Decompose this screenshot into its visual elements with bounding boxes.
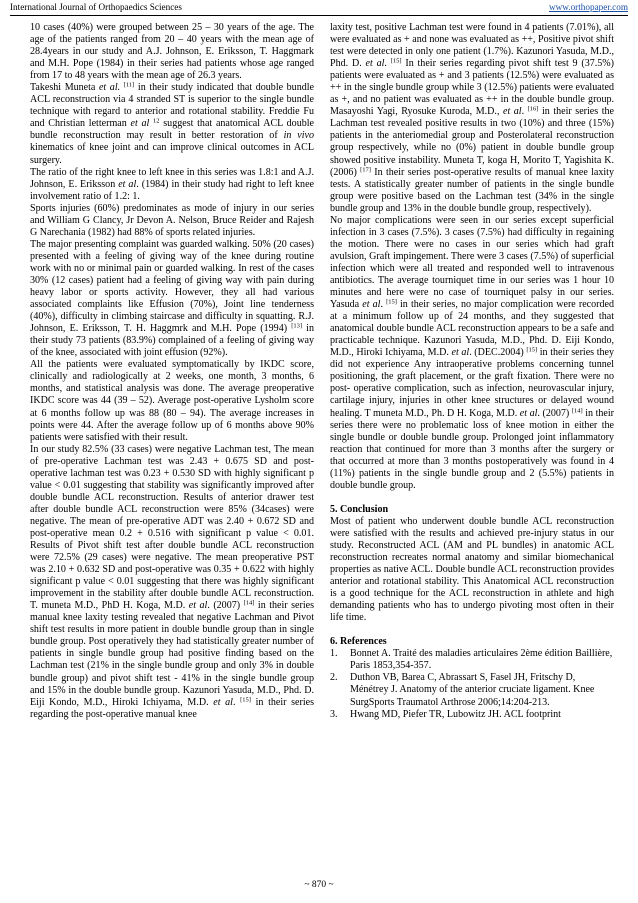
body-paragraph (30, 203, 314, 239)
section-heading: 6. References (330, 636, 387, 648)
text-run: . (DEC.2004) (469, 347, 527, 359)
text-run: The ratio of the right knee to left knee in this series was 1.8:1 and A.J. Johnson, E. Eriksson (30, 166, 314, 190)
text-run: in their study indicated that double bundle ACL reconstruction via 4 stranded ST is superior to the single bundle technique with regard to anterior and rotational stability. Freddie Fu and Christian letterman (30, 82, 315, 130)
text-run: . (380, 299, 387, 311)
reference-item (330, 648, 614, 672)
body-paragraph (30, 444, 314, 721)
text-run: in their series they did not experience Any intraoperative problems concerning tunnel positioning, the graft placement, or the graft fixation. There were no post- operative complication, such as infection, neurovascular injury, cartilage injury, injuries in other knee structures or delayed wound healing. T muneta M.D., Ph. D H. Koga, M.D. (330, 347, 614, 419)
body-paragraph (30, 22, 314, 82)
text-run: . (1984) in their study had right to left knee involvement ratio of 1.2: 1. (30, 178, 314, 202)
citation-ref[interactable]: 12 (153, 117, 160, 125)
citation-ref[interactable]: [17] (360, 166, 371, 174)
italic-text: in vivo (283, 130, 314, 142)
text-run: All the patients were evaluated symptomatically by IKDC score, clinically and radiologically at 2 weeks, one month, 3 months, 6 months, and statistical analysis was done. The average preoperative IKDC score was 44 (39 – 52). Average post-operative Lysholm score at 6 months follow up was 88 (80 – 94). The average increases in points were 44. After the average follow up of 6 months above 90% patients were satisfied with their result. (30, 359, 314, 443)
header-rule (10, 15, 628, 16)
citation-ref[interactable]: [13] (291, 322, 303, 330)
body-paragraph (30, 167, 314, 203)
reference-number: 1. (330, 648, 338, 660)
citation-ref[interactable]: [14] (571, 407, 583, 414)
reference-text: Bonnet A. Traité des maladies articulaires 2ème édition Baillière, Paris 1853,354-357. (350, 648, 613, 672)
italic-text: et al (118, 178, 137, 190)
reference-number: 2. (330, 672, 338, 684)
italic-text: et al (188, 600, 208, 612)
text-run: kinematics of knee joint and can improve clinical outcomes in ACL surgery. (30, 142, 314, 166)
text-run: Sports injuries (60%) predominates as mode of injury in our series and William G Clancy, Jr Devon A. Nelson, Bruce Reider and Rajesh G Narechania (1982) had 88% of sports related injuries. (30, 202, 314, 238)
reference-text: Hwang MD, Piefer TR, Lubowitz JH. ACL footprint (350, 708, 561, 720)
text-run: . (232, 696, 241, 708)
italic-text: et al (519, 407, 538, 419)
text-run: Most of patient who underwent double bundle ACL reconstruction were satisfied with the results and achieved pre-injury status in our study. Reconstructed ACL (AM and PL bundles) in anatomic ACL reconstruction recreates normal anatomy and similar biomechanical properties as native ACL. Double bundle ACL reconstruction provides anterior and rotational stability. This Anatomical ACL reconstruction is a good technique for the ACL reconstruction in athlete and high demanding patients who has to undergo pivoting most often in their life time. (330, 515, 614, 624)
reference-item (330, 709, 614, 721)
section-heading: 5. Conclusion (330, 503, 389, 515)
text-run: laxity test, positive Lachman test were found in 4 patients (7.01%), all were evaluated as + and none was evaluated as ++, Positive pivot shift test were detected in only one patient (1.7%). Kazunori Yasuda, M.D., Phd. D. (330, 22, 614, 70)
body-paragraph (30, 82, 314, 166)
right-column (330, 22, 614, 721)
italic-text: et al (362, 299, 381, 311)
text-run: In their series regarding pivot shift test 9 (37.5%) patients were evaluated as + and 3 patients (12.5%) were evaluated as ++ in the single bundle group while 3 (12.5%) patients were evaluated as +, and no patient was evaluated as ++ in the double bundle group. Masayoshi Yagi, Ryosuke Kuroda, M.D., (330, 58, 615, 118)
body-paragraph (330, 516, 614, 624)
text-run: . (2007) (537, 407, 572, 419)
text-run: in their series regarding the post-operative manual knee (30, 696, 315, 720)
text-run: The major presenting complaint was guarded walking. 50% (20 cases) presented with a feeling of giving way of the knee during routine work with no or minimal pain or guarded walking. In rest of the cases 30% (12 cases) patient had a feeling of giving way with pain during heavy labor or sports activity. However, they all had various associated complaints like Effusion (70%), Joint line tenderness (40%), difficulty in climbing staircase and difficulty in squatting. R.J. Johnson, E. Eriksson, T. H. Haggmrk and M.H. Pope (1994) (30, 238, 314, 335)
text-run: in their series the Lachman test revealed positive results in two (10%) and three (15%) patients in the anteriomedial group and Posterolateral reconstruction group respectively, while no (0%) patient in double bundle group showed positive instability. Muneta T, koga H, Morito T, Yagishita K. (2006) (330, 106, 614, 178)
italic-text: et al (365, 58, 385, 70)
citation-ref[interactable]: [15] (390, 57, 402, 65)
italic-text: et al (502, 106, 522, 118)
text-run: in their series there were no problematic loss of knee motion in either the single bundle or double bundle group. Prolonged joint inflammatory reaction that continued for more than 3 months after the surgery or that occurred at more than 3 months postoperatively was found in 4 (11%) patients in the single bundle group and 2 (5.5%) patients in double bundle group. (330, 407, 615, 491)
text-run: Takeshi Muneta (30, 82, 99, 94)
journal-title: International Journal of Orthopaedics Sciences (10, 2, 182, 12)
reference-number: 3. (330, 708, 338, 720)
body-paragraph (30, 359, 314, 443)
italic-text: et al (213, 696, 233, 708)
text-run: in their series manual knee laxity testing revealed that negative Lachman and Pivot shift test results in more patient in double bundle group than in single bundle group. Post operatively they had statistically greater number of patients in single bundle group had positive finding based on the Lachman test (21% in the single bundle group and only 3% in double bundle group) and pivot shift test - 41% in the single bundle group and 15% in the double bundle group. Kazunori Yasuda, M.D., Phd. D. Eiji Kondo, M.D., Hiroki Ichiyama, M.D. (30, 600, 315, 708)
text-run: No major complications were seen in our series except superficial infection in 3 cases (7.5%). 3 cases (7.5%) had difficulty in regaining the motion. There were no cases in our series which had graft avulsion, Graft impingement. There were 3 cases (7.5%) of superficial infection which were all treated and responded well to intravenous antibiotics. The average tourniquet time in our series was 1 hour 10 minutes and here were no case of tourniquet palsy in our series. Yasuda (330, 214, 614, 311)
reference-list (330, 648, 614, 720)
citation-ref[interactable]: [16] (527, 105, 539, 113)
body-paragraph (30, 239, 314, 359)
left-column (30, 22, 314, 721)
journal-url-link[interactable]: www.orthopaper.com (548, 2, 628, 12)
text-run: . (521, 106, 528, 118)
text-run: In their series post-operative results of manual knee laxity tests. A statistically greater number of patients in the single bundle group were positive based on the Lachman test (34% in the single bundle group and 13% in the double bundle group, respectively). (330, 166, 615, 214)
italic-text: et al. (98, 82, 121, 94)
italic-text: et al (451, 347, 470, 359)
text-run: . (2007) (207, 600, 244, 612)
citation-ref[interactable]: [11] (123, 81, 135, 89)
citation-ref[interactable]: [15] (240, 696, 251, 704)
body-paragraph (330, 22, 614, 215)
text-run: . (384, 58, 391, 70)
text-run: in their study 73 patients (83.9%) complained of a feeling of giving way of the knee, associated with joint effusion (92%). (30, 323, 315, 359)
citation-ref[interactable]: [14] (243, 599, 255, 607)
text-run: 10 cases (40%) were grouped between 25 – 30 years of the age. The age of the patients ranged from 20 – 40 years with the mean age of 28.4years in our study and A.J. Johnson, E. Eriksson, T. Haggmark and M.H. Pope (1984) in their series had patients whose age ranged from 17 to 48 years with the mean age of 26.3 years. (30, 22, 314, 82)
italic-text: et al (130, 118, 150, 130)
page-header (10, 2, 628, 16)
body-paragraph (330, 215, 614, 492)
text-run: In our study 82.5% (33 cases) were negative Lachman test, The mean of pre-operative Lachman test was 2.43 + 0.675 SD and post-operative lachman test was 0.23 + 0.530 SD with highly significant p value < 0.01 suggesting that stability was significantly improved after double bundle ACL reconstruction. Results of anterior drawer test after double bundle ACL reconstruction were 85% (34cases) were negative. The mean of pre-operative ADT was 2.40 + 0.672 SD and post-operative mean 0.2 + 0.516 with significant p value < 0.01. Results of Pivot shift test after double bundle ACL reconstruction were 72.5% (29 cases) were negative. The mean preoperative PST was 2.10 + 0.632 SD and post-operative was 0.35 + 0.622 with highly significant p value < 0.01 suggesting that there was highly significant improvement in the stability after double bundle ACL reconstruction. T. muneta M.D., PhD H. Koga, M.D. (30, 443, 314, 612)
reference-text: Duthon VB, Barea C, Abrassart S, Fasel JH, Fritschy D, Ménétrey J. Anatomy of the anterior cruciate ligament. Knee SurgSports Traumatol Arthrose 2006;14:204-213. (350, 672, 595, 708)
page-number: ~ 870 ~ (304, 880, 334, 890)
text-run: suggest that anatomical ACL double bundle reconstruction may result in better restoration of (30, 118, 314, 142)
citation-ref[interactable]: [15] (386, 298, 397, 306)
text-run: in their series, no major complication were recorded at a minimum follow up of 24 months, and they suggested that anatomical double bundle ACL reconstruction appears to be a safe and practicable technique. Kazunori Yasuda, M.D., Phd. D. Eiji Kondo, M.D., Hiroki Ichiyama, M.D. (330, 299, 615, 359)
citation-ref[interactable]: [15] (526, 346, 538, 354)
reference-item (330, 672, 614, 708)
